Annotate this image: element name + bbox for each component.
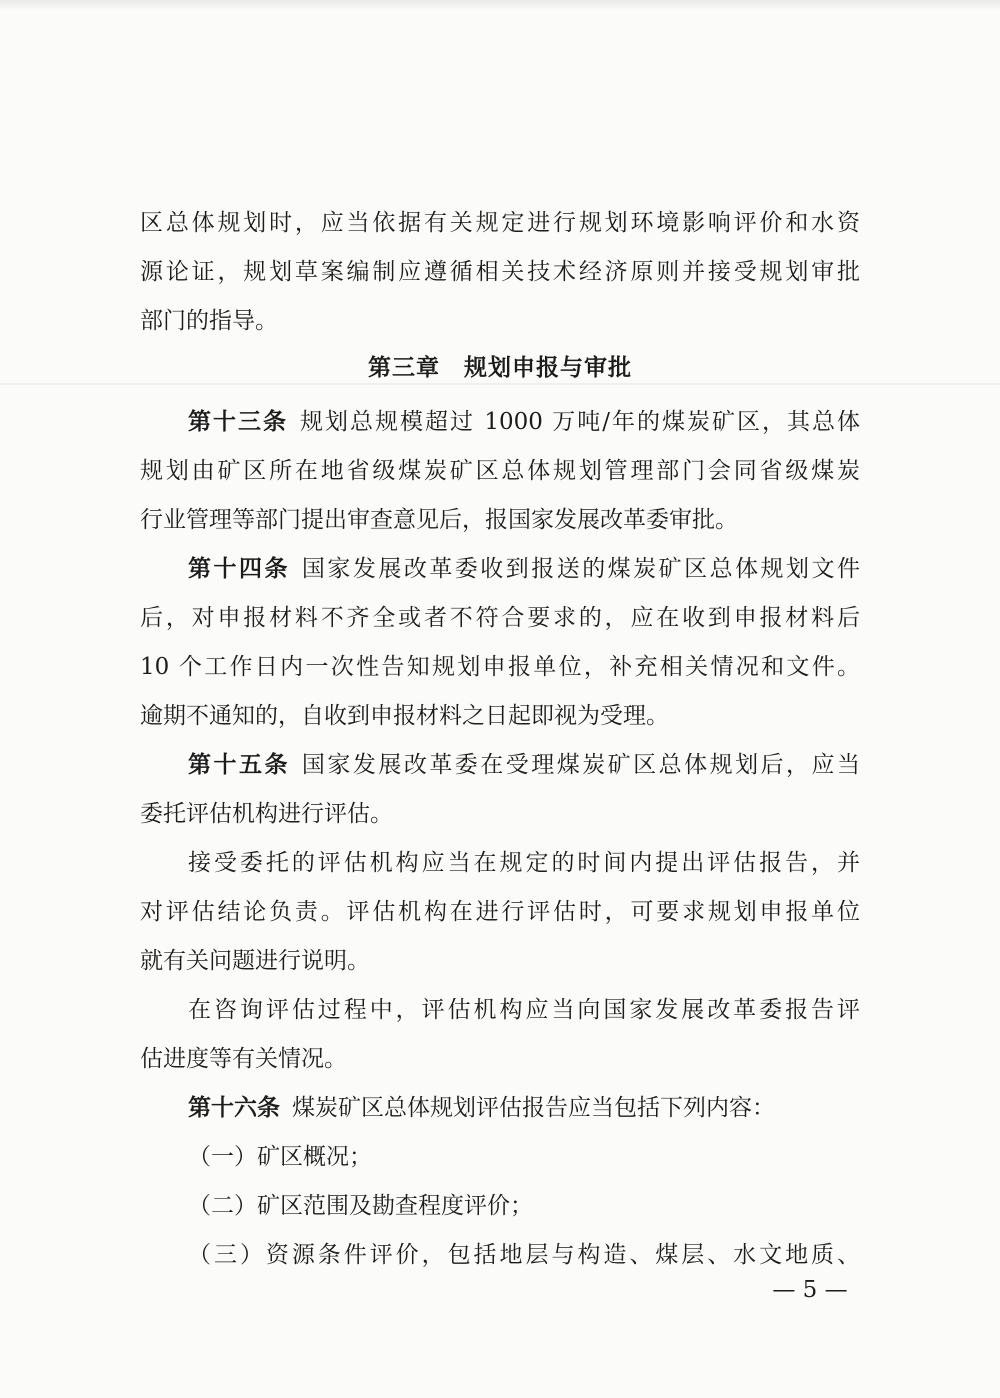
article-15-text: 国家发展改革委在受理煤炭矿区总体规划后，应当 [301,752,860,778]
list-item: （一）矿区概况； [188,1144,372,1170]
text-line: 委托评估机构进行评估。 [140,801,393,827]
article-16-first-line [188,1082,860,1134]
chapter-heading [140,342,860,394]
list-item: （二）矿区范围及勘查程度评价； [188,1193,533,1219]
text-line: 逾期不通知的，自收到申报材料之日起即视为受理。 [140,703,669,729]
article-13-first-line [188,396,860,448]
text-line: 接受委托的评估机构应当在规定的时间内提出评估报告，并 [188,850,860,876]
text-line: 源论证，规划草案编制应遵循相关技术经济原则并接受规划审批 [140,259,860,285]
text-line: 对评估结论负责。评估机构在进行评估时，可要求规划申报单位 [140,899,860,925]
text-line: 在咨询评估过程中，评估机构应当向国家发展改革委报告评 [188,997,860,1023]
article-16-label: 第十六条 [188,1095,280,1121]
article-14-text: 国家发展改革委收到报送的煤炭矿区总体规划文件 [301,556,860,582]
text-line: 10 个工作日内一次性告知规划申报单位，补充相关情况和文件。 [140,654,860,680]
article-15-first-line [188,739,860,791]
text-line: 规划由矿区所在地省级煤炭矿区总体规划管理部门会同省级煤炭 [140,458,860,484]
article-13-label: 第十三条 [188,409,289,435]
chapter-number: 第三章 [368,355,440,381]
text-line: 行业管理等部门提出审查意见后，报国家发展改革委审批。 [140,507,738,533]
text-line: 就有关问题进行说明。 [140,948,370,974]
list-item: （三）资源条件评价，包括地层与构造、煤层、水文地质、 [188,1242,860,1268]
chapter-title: 规划申报与审批 [464,355,632,381]
article-13-text: 规划总规模超过 1000 万吨/年的煤炭矿区，其总体 [300,409,860,435]
text-line: 后，对申报材料不齐全或者不符合要求的，应在收到申报材料后 [140,605,860,631]
text-line: 区总体规划时，应当依据有关规定进行规划环境影响评价和水资 [140,210,860,236]
text-line: 估进度等有关情况。 [140,1046,347,1072]
scan-edge [0,0,1000,10]
article-14-label: 第十四条 [188,556,290,582]
article-16-text: 煤炭矿区总体规划评估报告应当包括下列内容： [292,1095,775,1121]
page-number: — 5 — [772,1277,848,1303]
text-line: 部门的指导。 [140,308,278,334]
article-15-label: 第十五条 [188,752,290,778]
article-14-first-line [188,543,860,595]
